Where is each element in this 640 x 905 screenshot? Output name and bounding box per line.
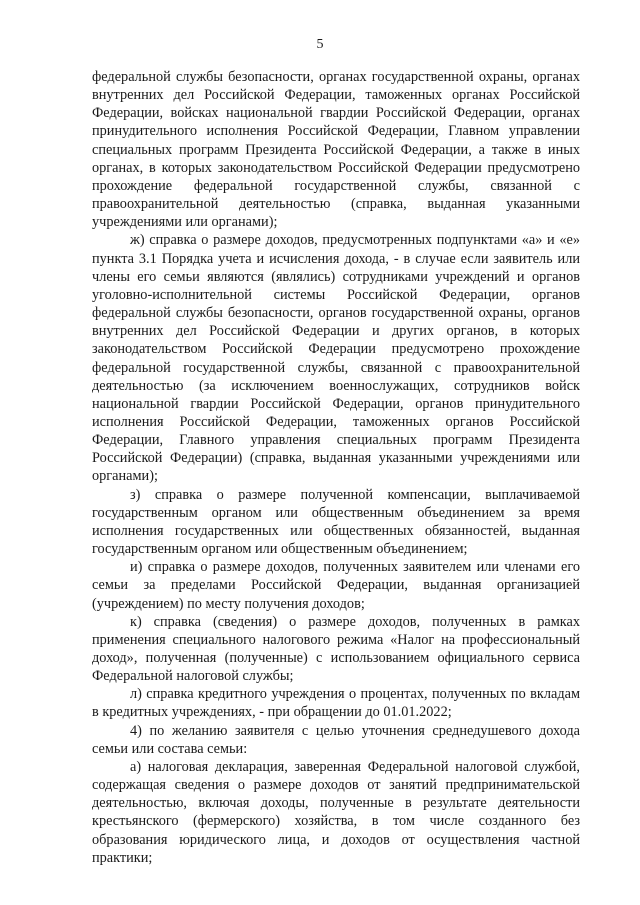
paragraph-item-z: з) справка о размере полученной компенсации, выплачиваемой государственным органом или общественным объединением за время исполнения государственных или общественных обязанностей, выданная государственным органом или общественным объединением; <box>92 486 580 558</box>
paragraph-continuation: федеральной службы безопасности, органах государственной охраны, органах внутренних дел Российской Федерации, таможенных органах Российской Федерации, войсках национальной гвардии Российской Федерации, органах принудительного исполнения Российской Федерации, Главном управлении специальных программ Президента Российской Федерации, а также в иных органах, в которых законодательством Российской Федерации предусмотрено прохождение федеральной государственной службы, связанной с правоохранительной деятельностью (справка, выданная указанными учреждениями или органами); <box>92 69 580 231</box>
page-number: 5 <box>316 37 324 52</box>
paragraph-item-zh: ж) справка о размере доходов, предусмотренных подпунктами «а» и «е» пункта 3.1 Порядка учета и исчисления дохода, - в случае если заявитель или члены его семьи являются (являлись) сотрудниками учреждений и органов уголовно-исполнительной системы Российской Федерации, органов федеральной службы безопасности, органов государственной охраны, органов внутренних дел Российской Федерации и других органов, в которых законодательством Российской Федерации предусмотрено прохождение федеральной государственной службы, связанной с правоохранительной деятельностью (за исключением военнослужащих, сотрудников войск национальной гвардии Российской Федерации, органов принудительного исполнения Российской Федерации, таможенных органов Российской Федерации, Главного управления специальных программ Президента Российской Федерации) (справка, выданная указанными учреждениями или органами); <box>92 232 580 485</box>
body-text <box>92 68 580 867</box>
paragraph-item-a: а) налоговая декларация, заверенная Федеральной налоговой службой, содержащая сведения о размере доходов от занятий предпринимательской деятельностью, включая доходы, полученные в результате деятельности крестьянского (фермерского) хозяйства, в том числе созданного без образования юридического лица, и доходов от осуществления частной практики; <box>92 758 580 866</box>
paragraph-item-i: и) справка о размере доходов, полученных заявителем или членами его семьи за пределами Российской Федерации, выданная организацией (учреждением) по месту получения доходов; <box>92 559 580 612</box>
paragraph-item-l: л) справка кредитного учреждения о процентах, полученных по вкладам в кредитных учреждениях, - при обращении до 01.01.2022; <box>92 686 580 721</box>
paragraph-item-k: к) справка (сведения) о размере доходов, полученных в рамках применения специального налогового режима «Налог на профессиональный доход», полученная (полученные) с использованием официального сервиса Федеральной налоговой службы; <box>92 613 580 685</box>
paragraph-section-4: 4) по желанию заявителя с целью уточнения среднедушевого дохода семьи или состава семьи: <box>92 722 580 757</box>
